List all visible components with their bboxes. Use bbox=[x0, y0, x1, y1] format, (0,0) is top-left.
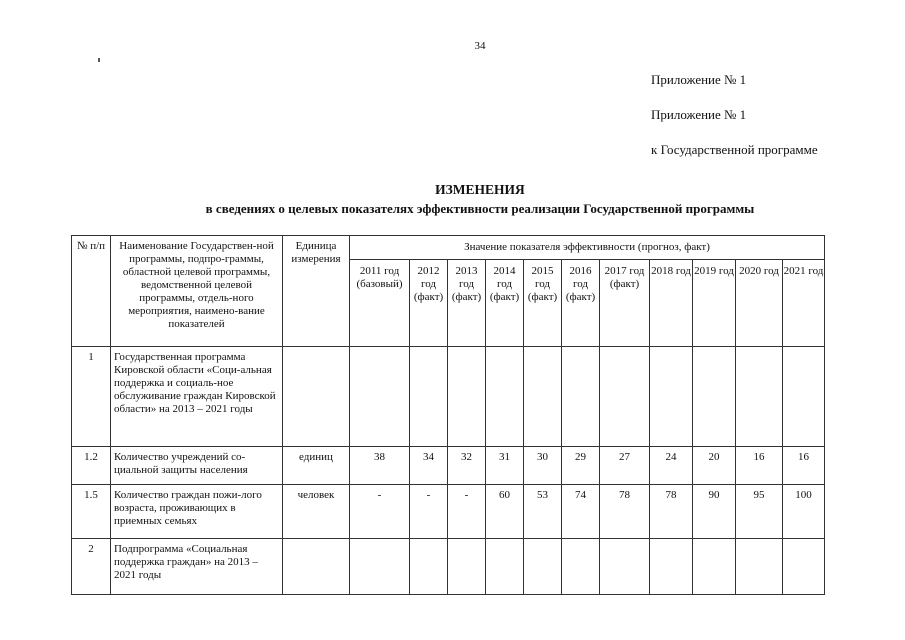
header-year-2020: 2020 год bbox=[736, 260, 783, 347]
row-unit: человек bbox=[283, 485, 350, 539]
row-value: 34 bbox=[410, 447, 448, 485]
row-num: 1.2 bbox=[72, 447, 111, 485]
row-value: 32 bbox=[448, 447, 486, 485]
header-year-2014: 2014 год (факт) bbox=[486, 260, 524, 347]
row-name: Государственная программа Кировской области «Соци-альная поддержка и социаль-ное обслуживание граждан Кировской области» на 2013 – 2021 годы bbox=[111, 347, 283, 447]
row-value: 100 bbox=[783, 485, 825, 539]
row-value bbox=[524, 347, 562, 447]
row-unit bbox=[283, 539, 350, 595]
row-value: 95 bbox=[736, 485, 783, 539]
row-name: Количество граждан пожи-лого возраста, проживающих в приемных семьях bbox=[111, 485, 283, 539]
row-value bbox=[410, 347, 448, 447]
row-value bbox=[562, 539, 600, 595]
header-year-2016: 2016 год (факт) bbox=[562, 260, 600, 347]
row-value bbox=[350, 347, 410, 447]
table-row bbox=[72, 447, 825, 485]
header-unit: Единица измерения bbox=[283, 236, 350, 347]
header-year-2015: 2015 год (факт) bbox=[524, 260, 562, 347]
row-unit bbox=[283, 347, 350, 447]
row-value: 24 bbox=[650, 447, 693, 485]
row-value: 78 bbox=[650, 485, 693, 539]
row-name: Количество учреждений со-циальной защиты населения bbox=[111, 447, 283, 485]
row-value: 60 bbox=[486, 485, 524, 539]
row-num: 1 bbox=[72, 347, 111, 447]
appendix-line-1: Приложение № 1 bbox=[651, 72, 747, 87]
header-year-2013: 2013 год (факт) bbox=[448, 260, 486, 347]
row-value bbox=[562, 347, 600, 447]
table-row bbox=[72, 539, 825, 595]
header-values-group: Значение показателя эффективности (прогноз, факт) bbox=[350, 236, 825, 260]
document-title: ИЗМЕНЕНИЯ bbox=[435, 182, 525, 197]
row-value bbox=[736, 347, 783, 447]
table-row bbox=[72, 347, 825, 447]
row-value: - bbox=[410, 485, 448, 539]
row-value bbox=[693, 347, 736, 447]
row-value bbox=[448, 347, 486, 447]
page-number: 34 bbox=[474, 40, 486, 52]
row-value bbox=[650, 539, 693, 595]
row-value: - bbox=[448, 485, 486, 539]
row-value: 31 bbox=[486, 447, 524, 485]
row-value: 16 bbox=[783, 447, 825, 485]
row-value bbox=[736, 539, 783, 595]
row-name: Подпрограмма «Социальная поддержка граждан» на 2013 – 2021 годы bbox=[111, 539, 283, 595]
row-value bbox=[486, 539, 524, 595]
header-year-2017: 2017 год (факт) bbox=[600, 260, 650, 347]
row-value: 78 bbox=[600, 485, 650, 539]
row-value: 27 bbox=[600, 447, 650, 485]
header-year-2011: 2011 год (базовый) bbox=[350, 260, 410, 347]
document-subtitle: в сведениях о целевых показателях эффективности реализации Государственной программы bbox=[205, 201, 755, 216]
row-value bbox=[410, 539, 448, 595]
row-value bbox=[486, 347, 524, 447]
row-value: 90 bbox=[693, 485, 736, 539]
row-value bbox=[600, 347, 650, 447]
header-year-2018: 2018 год bbox=[650, 260, 693, 347]
header-year-2019: 2019 год bbox=[693, 260, 736, 347]
row-value bbox=[783, 347, 825, 447]
header-num: № п/п bbox=[72, 236, 111, 347]
header-name: Наименование Государствен-ной программы, подпро-граммы, областной целевой программы, ведомственной целевой программы, отдель-ного мероприятия, наимено-вание показателей bbox=[111, 236, 283, 347]
row-unit: единиц bbox=[283, 447, 350, 485]
row-value bbox=[650, 347, 693, 447]
header-year-2021: 2021 год bbox=[783, 260, 825, 347]
row-value: 16 bbox=[736, 447, 783, 485]
scan-speck bbox=[98, 58, 100, 62]
indicators-table bbox=[71, 235, 825, 595]
appendix-line-3: к Государственной программе bbox=[651, 142, 818, 157]
row-value bbox=[693, 539, 736, 595]
header-year-2012: 2012 год (факт) bbox=[410, 260, 448, 347]
row-value: 29 bbox=[562, 447, 600, 485]
row-num: 2 bbox=[72, 539, 111, 595]
row-value bbox=[524, 539, 562, 595]
row-value bbox=[783, 539, 825, 595]
appendix-line-2: Приложение № 1 bbox=[651, 107, 747, 122]
row-value: - bbox=[350, 485, 410, 539]
row-value: 74 bbox=[562, 485, 600, 539]
row-value bbox=[350, 539, 410, 595]
row-value bbox=[600, 539, 650, 595]
row-value: 53 bbox=[524, 485, 562, 539]
row-value: 20 bbox=[693, 447, 736, 485]
table-row bbox=[72, 485, 825, 539]
row-value: 30 bbox=[524, 447, 562, 485]
row-num: 1.5 bbox=[72, 485, 111, 539]
row-value bbox=[448, 539, 486, 595]
row-value: 38 bbox=[350, 447, 410, 485]
